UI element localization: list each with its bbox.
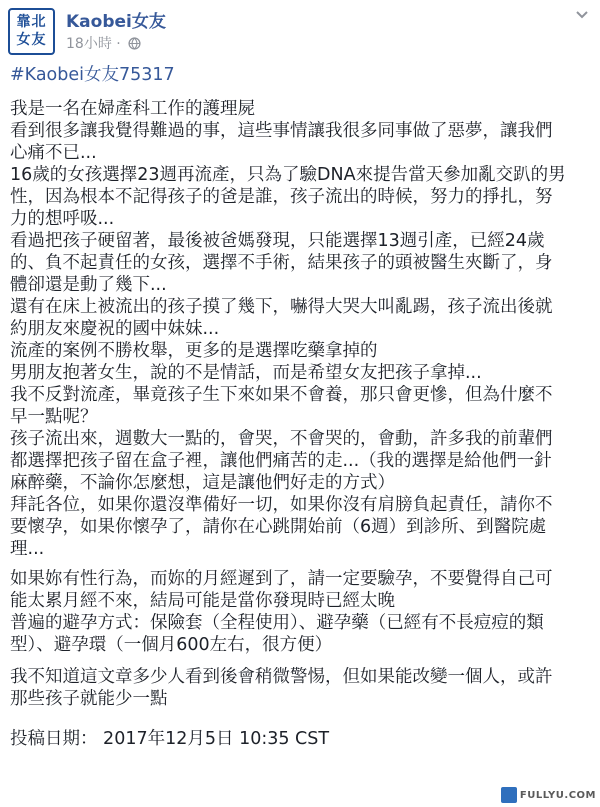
post-line: 孩子流出來，週數大一點的，會哭，不會哭的，會動，許多我的前輩們 [10, 429, 553, 449]
post-line: 我是一名在婦產科工作的護理屍 [10, 99, 255, 119]
post-line: 男朋友抱著女生，說的不是情話，而是希望女友把孩子拿掉... [10, 363, 482, 383]
watermark-logo-icon [501, 787, 517, 803]
watermark-text: FULLYU.COM [519, 789, 596, 801]
post-line: 我不反對流產，畢竟孩子生下來如果不會養，那只會更慘，但為什麼不 [10, 385, 553, 405]
post-line: 拜託各位，如果你還沒準備好一切，如果你沒有肩膀負起責任，請你不 [10, 495, 553, 515]
post-line: 性，因為根本不記得孩子的爸是誰，孩子流出的時候，努力的掙扎，努 [10, 187, 553, 207]
globe-icon [128, 37, 141, 54]
post-line: 力的想呼吸... [10, 209, 115, 229]
post-body [10, 64, 590, 750]
page-name[interactable]: Kaobei女友 [66, 12, 166, 32]
post-line: 心痛不已... [10, 143, 97, 163]
paragraph-gap [10, 560, 590, 568]
post-line: 早一點呢？ [10, 407, 98, 427]
avatar-text-top: 靠北 [16, 14, 47, 30]
post-line: 看到很多讓我覺得難過的事，這些事情讓我很多同事做了惡夢，讓我們 [10, 121, 553, 141]
hashtag-link[interactable]: #Kaobei女友75317 [10, 65, 175, 85]
post-line: 體卻還是動了幾下... [10, 275, 167, 295]
watermark [501, 785, 596, 805]
paragraph-gap [10, 656, 590, 666]
post-line: 能太累月經不來，結局可能是當你發現時已經太晚 [10, 591, 395, 611]
post-meta [66, 33, 141, 54]
post-line: 麻醉藥，不論你怎麼想，這是讓他們好走的方式） [10, 473, 395, 493]
post-line: 看過把孩子硬留著，最後被爸媽發現，只能選擇13週引產，已經24歲 [10, 231, 545, 251]
post-line: 16歲的女孩選擇23週再流產，只為了驗DNA來提告當天參加亂交趴的男 [10, 165, 566, 185]
post-line: 約朋友來慶祝的國中妹妹... [10, 319, 220, 339]
avatar[interactable] [8, 8, 55, 55]
meta-separator: · [116, 36, 121, 52]
post-header [0, 0, 600, 56]
post-line: 我不知道這文章多少人看到後會稍微警惕，但如果能改變一個人，或許 [10, 667, 553, 687]
post-line: 都選擇把孩子留在盒子裡，讓他們痛苦的走...（我的選擇是給他們一針 [10, 451, 552, 471]
post-line: 理... [10, 539, 45, 559]
post-line: 如果妳有性行為，而妳的月經遲到了，請一定要驗孕，不要覺得自己可 [10, 569, 553, 589]
post-line: 型）、避孕環（一個月600左右，很方便） [10, 635, 333, 655]
post-line: 要懷孕，如果你懷孕了，請你在心跳開始前（6週）到診所、到醫院處 [10, 517, 547, 537]
post-timestamp[interactable]: 18小時 [66, 36, 112, 52]
post-line: 的、負不起責任的女孩，選擇不手術，結果孩子的頭被醫生夾斷了，身 [10, 253, 553, 273]
post-line: 普遍的避孕方式：保險套（全程使用）、避孕藥（已經有不長痘痘的類 [10, 613, 544, 633]
chevron-down-icon[interactable] [574, 6, 590, 22]
submit-date: 投稿日期： 2017年12月5日 10:35 CST [10, 729, 330, 749]
post-line: 那些孩子就能少一點 [10, 689, 168, 709]
post-line: 流產的案例不勝枚舉，更多的是選擇吃藥拿掉的 [10, 341, 378, 361]
avatar-text-bottom: 女友 [16, 32, 47, 48]
post-line: 還有在床上被流出的孩子摸了幾下，嚇得大哭大叫亂踢，孩子流出後就 [10, 297, 553, 317]
